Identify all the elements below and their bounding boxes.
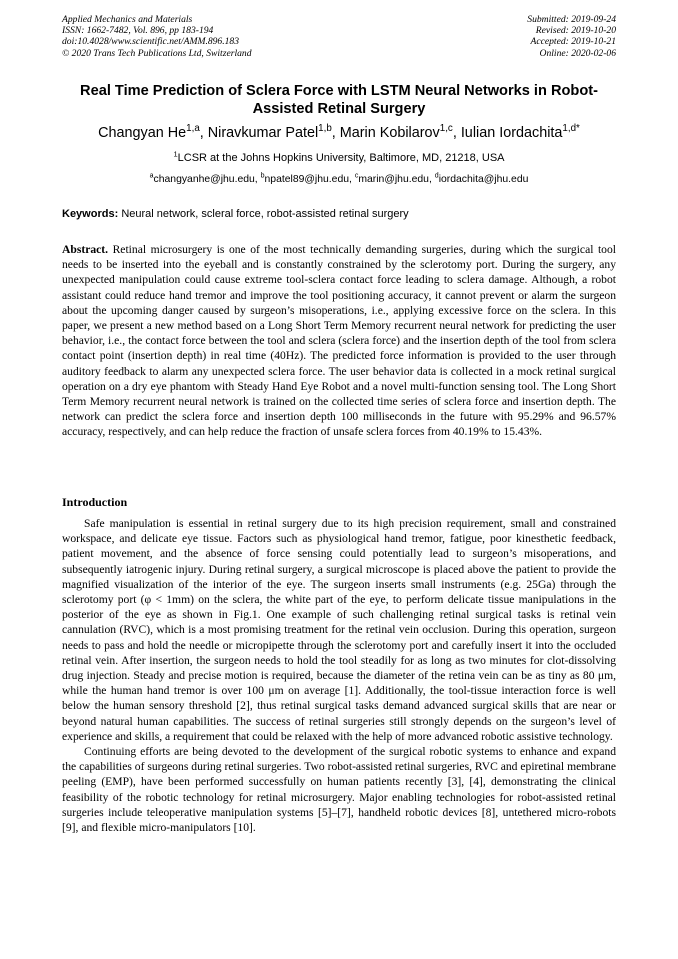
abstract bbox=[62, 242, 616, 440]
section-heading-introduction: Introduction bbox=[62, 495, 128, 509]
paragraph: Continuing efforts are being devoted to the development of the surgical robotic systems to enhance and expand the capabilities of surgeons during retinal surgeries. Two robot-assisted retinal surgeries, RVC and epiretinal membrane peeling (EMP), have been performed successfully on human patients recently [3], [4], demonstrating the clinical feasibility of the robotic technology for retinal microsurgery. Major enabling technologies for robot-assisted retinal surgeries include teleoperative manipulation systems [5]–[7], handheld robotic devices [8], untethered micro-robots [9], and flexible micro-manipulators [10]. bbox=[62, 745, 616, 835]
issn-line: ISSN: 1662-7482, Vol. 896, pp 183-194 bbox=[62, 25, 214, 37]
revised-date: Revised: 2019-10-20 bbox=[535, 25, 616, 37]
paper-title: Real Time Prediction of Sclera Force with LSTM Neural Networks in Robot-Assisted Retinal Surgery bbox=[80, 83, 598, 117]
online-date: Online: 2020-02-06 bbox=[539, 47, 616, 59]
abstract-label: Abstract. bbox=[62, 243, 109, 256]
email-sup: b bbox=[260, 172, 265, 180]
abstract-text: Retinal microsurgery is one of the most technically demanding surgeries, during which the surgical tool needs to be inserted into the eyeball and is constantly constrained by the sclerotomy port. During the surgery, any unexpected manipulation could cause extreme tool-sclera contact force leading to sclera damage. Although, a robot assistant could reduce hand tremor and improve the tool positioning accuracy, it cannot prevent or alarm the surgeon about the upcoming danger caused by surgeon’s misoperations, i.e., applying excessive force on the sclera. In this paper, we present a new method based on a Long Short Term Memory recurrent neural network for predicting the user behavior, i.e., the contact force between the tool and sclera (sclera force) and the insertion depth of the tool from sclera contact point (insertion depth) in real time (40Hz). The predicted force information is provided to the user through auditory feedback to alarm any unexpected sclera force. The user behavior data is collected in a mock retinal surgical operation on a dry eye phantom with Steady Hand Eye Robot and a novel multi-function sensing tool. The Long Short Term Memory recurrent neural network is trained on the collected time series of sclera force and insertion depth. The network can predict the sclera force and insertion depth 100 milliseconds in the future with 95.29% and 96.57% accuracy, respectively, and can help reduce the fraction of unsafe sclera forces from 40.19% to 15.43%. bbox=[62, 243, 617, 439]
submission-dates bbox=[527, 14, 616, 59]
author-list: Changyan He$^{1,a}$, Niravkumar Patel$^{1,b}$, Marin Kobilarov$^{1,c}$, Iulian Iordachita$^{1,d*}$ bbox=[98, 123, 580, 141]
email-sup: c bbox=[354, 172, 359, 180]
email-list: $^a$changyanhe@jhu.edu, $^b$npatel89@jhu.edu, $^c$marin@jhu.edu, $^d$iordachita@jhu.edu bbox=[149, 172, 529, 185]
email-link[interactable]: iordachita@jhu.edu bbox=[438, 174, 529, 185]
doi-line: doi:10.4028/www.scientific.net/AMM.896.183 bbox=[62, 36, 240, 48]
copyright-line: © 2020 Trans Tech Publications Ltd, Switzerland bbox=[62, 47, 252, 59]
email-link[interactable]: marin@jhu.edu bbox=[358, 174, 429, 185]
author-sup: 1,c bbox=[439, 123, 453, 135]
keywords-text: Neural network, scleral force, robot-assisted retinal surgery bbox=[121, 208, 409, 220]
keywords-label: Keywords: bbox=[62, 208, 119, 220]
author-name: Marin Kobilarov bbox=[339, 125, 440, 141]
author-sup: 1,d* bbox=[562, 123, 580, 135]
author-name: Changyan He bbox=[98, 125, 187, 141]
author-name: Iulian Iordachita bbox=[460, 125, 563, 141]
affiliation-sup: 1 bbox=[173, 149, 178, 159]
submitted-date: Submitted: 2019-09-24 bbox=[527, 14, 616, 25]
email-link[interactable]: npatel89@jhu.edu bbox=[264, 174, 350, 185]
accepted-date: Accepted: 2019-10-21 bbox=[530, 36, 616, 48]
author-name: Niravkumar Patel bbox=[207, 125, 319, 141]
affiliation bbox=[62, 151, 616, 165]
introduction-body bbox=[62, 516, 616, 835]
journal-name: Applied Mechanics and Materials bbox=[62, 14, 193, 25]
author-sup: 1,a bbox=[186, 123, 200, 135]
paragraph: Safe manipulation is essential in retinal surgery due to its high precision requirement, small and constrained workspace, and delicate eye tissue. Factors such as physiological hand tremor, fatigue, poor kinesthetic feedback, patient movement, and the absence of force sensing could potentially lead to surgeon’s misoperations, and subsequently iatrogenic injury. During retinal surgery, a surgical microscope is placed above the patient to provide the magnified visualization of the interior of the eye. The surgeon inserts small instruments (e.g. 25Ga) through the sclerotomy port (φ < 1mm) on the sclera, the white part of the eye, to perform delicate tissue manipulations in the posterior of the eye as shown in Fig.1. One example of such challenging retinal surgical tasks is retinal vein cannulation (RVC), which is a most promising treatment for the retinal vein occlusion. During this operation, surgeon needs to pass and hold the needle or micropipette through the sclerotomy port and carefully insert it into the occluded retinal vein. After insertion, the surgeon needs to hold the tool steadily for as long as two minutes for clot-dissolving drug injection. Steady and precise motion is required, because the diameter of the retina vein can be as tiny as 80 μm, while the human hand tremor is over 100 μm on average [1]. Additionally, the tool-tissue interaction force is well below the human sensory threshold [2], thus retinal surgical tasks demand advanced surgical skills that are near or beyond natural human capabilities. The success of retinal surgeries still strongly depends on the surgeon’s level of experience and skills, a requirement that could be relaxed with the help of more advanced robotic assistive technology. bbox=[62, 517, 616, 743]
email-link[interactable]: changyanhe@jhu.edu bbox=[153, 174, 255, 185]
author-sup: 1,b bbox=[318, 123, 332, 135]
journal-info bbox=[62, 14, 252, 59]
affiliation-text: LCSR at the Johns Hopkins University, Baltimore, MD, 21218, USA bbox=[177, 152, 505, 164]
email-sup: a bbox=[149, 172, 154, 180]
email-sup: d bbox=[434, 172, 439, 180]
keywords bbox=[62, 207, 616, 221]
